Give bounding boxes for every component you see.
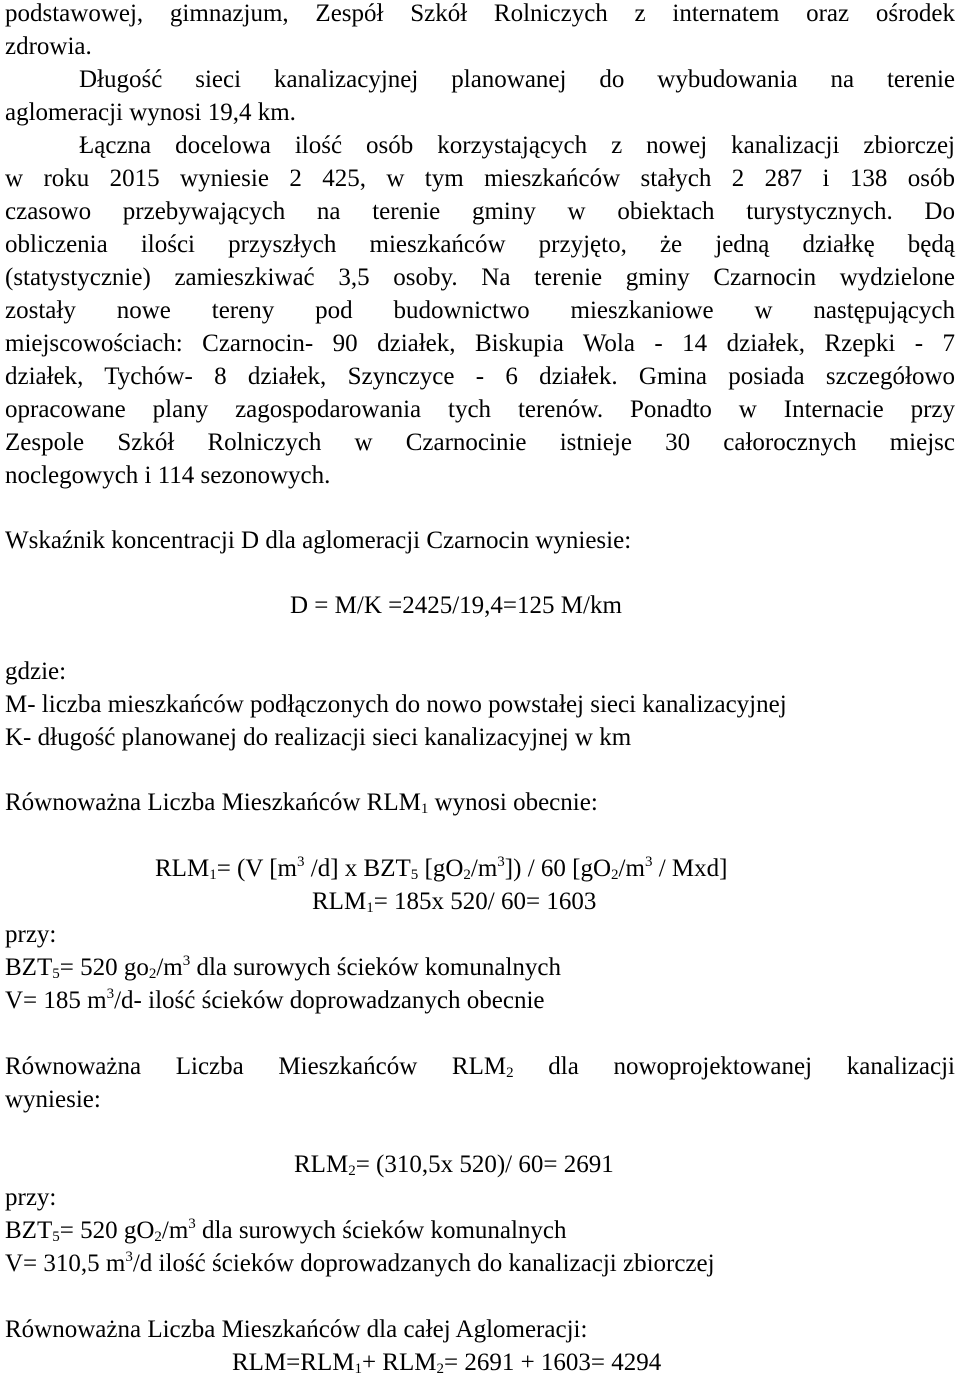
paragraph-line: Zespole Szkół Rolniczych w Czarnocinie istnieje 30 całorocznych miejsc: [5, 429, 955, 456]
bzt-definition: [5, 1214, 955, 1247]
text: / Mxd]: [652, 855, 728, 882]
paragraph-line: zostały nowe tereny pod budownictwo mieszkaniowe w następujących: [5, 297, 955, 324]
v-definition: [5, 984, 955, 1017]
subscript: 2: [463, 867, 471, 883]
subscript: 5: [52, 966, 60, 982]
paragraph-line: miejscowościach: Czarnocin- 90 działek, Biskupia Wola - 14 działek, Rzepki - 7: [5, 330, 955, 357]
text: V= 185 m: [5, 987, 107, 1014]
paragraph-line: w roku 2015 wyniesie 2 425, w tym mieszkańców stałych 2 287 i 138 osób: [5, 165, 955, 192]
paragraph-line: podstawowej, gimnazjum, Zespół Szkół Rolniczych z internatem oraz ośrodek: [5, 0, 955, 27]
text: [gO: [418, 855, 464, 882]
paragraph-line: działek, Tychów- 8 działek, Szynczyce - 6 działek. Gmina posiada szczegółowo: [5, 363, 955, 390]
text: wynosi obecnie:: [428, 789, 598, 816]
concentration-intro: Wskaźnik koncentracji D dla aglomeracji Czarnocin wyniesie:: [5, 527, 632, 554]
text: RLM: [312, 888, 367, 915]
rlm1-result: [312, 885, 912, 918]
rlm2-intro-cont: wyniesie:: [5, 1086, 101, 1113]
przy-label: przy:: [5, 1184, 57, 1211]
paragraph-line: opracowane plany zagospodarowania tych terenów. Ponadto w Internacie przy: [5, 396, 955, 423]
text: dla nowoprojektowanej kanalizacji: [513, 1053, 955, 1080]
text: ]) / 60 [gO: [504, 855, 612, 882]
text: /d- ilość ścieków doprowadzanych obecnie: [114, 987, 545, 1014]
superscript: 3: [644, 854, 653, 870]
text: Równoważna Liczba Mieszkańców RLM: [5, 1053, 507, 1080]
paragraph-line: aglomeracji wynosi 19,4 km.: [5, 99, 296, 126]
where-label: gdzie:: [5, 658, 67, 685]
text: /m: [470, 855, 498, 882]
subscript: 5: [52, 1229, 60, 1245]
text: = 185x 520/ 60= 1603: [373, 888, 597, 915]
superscript: 3: [106, 986, 115, 1002]
subscript: 5: [410, 867, 419, 883]
text: BZT: [5, 1217, 53, 1244]
superscript: 3: [297, 854, 305, 870]
rlm1-formula: [155, 852, 935, 885]
text: /d] x BZT: [304, 855, 411, 882]
text: = 520 go: [59, 954, 149, 981]
subscript: 2: [506, 1065, 514, 1081]
paragraph-line: czasowo przebywających na terenie gminy w obiektach turystycznych. Do: [5, 198, 955, 225]
text: /d ilość ścieków doprowadzanych do kanalizacji zbiorczej: [132, 1250, 715, 1277]
paragraph-line: obliczenia ilości przyszłych mieszkańców przyjęto, że jedną działkę będą: [5, 231, 955, 258]
text: + RLM: [361, 1349, 437, 1376]
text: BZT: [5, 954, 53, 981]
subscript: 2: [148, 966, 157, 982]
paragraph-line: zdrowia.: [5, 33, 92, 60]
text: Równoważna Liczba Mieszkańców RLM: [5, 789, 421, 816]
superscript: 3: [497, 854, 505, 870]
subscript: 2: [154, 1229, 162, 1245]
rlm1-intro: [5, 786, 955, 819]
subscript: 1: [420, 801, 429, 817]
concentration-formula: D = M/K =2425/19,4=125 M/km: [290, 592, 622, 619]
text: = (V [m: [216, 855, 297, 882]
total-formula: [232, 1346, 932, 1379]
text: /m: [161, 1217, 189, 1244]
subscript: 2: [611, 867, 619, 883]
text: RLM=RLM: [232, 1349, 355, 1376]
paragraph-line: Łączna docelowa ilość osób korzystających z nowej kanalizacji zbiorczej: [79, 132, 955, 159]
rlm2-formula: [294, 1148, 894, 1181]
text: RLM: [155, 855, 210, 882]
total-intro: Równoważna Liczba Mieszkańców dla całej Aglomeracji:: [5, 1316, 588, 1343]
text: dla surowych ścieków komunalnych: [190, 954, 561, 981]
subscript: 2: [348, 1163, 356, 1179]
subscript: 1: [209, 867, 217, 883]
subscript: 1: [354, 1361, 362, 1377]
paragraph-line: (statystycznie) zamieszkiwać 3,5 osoby. Na terenie gminy Czarnocin wydzielone: [5, 264, 955, 291]
subscript: 2: [436, 1361, 444, 1377]
m-definition: M- liczba mieszkańców podłączonych do nowo powstałej sieci kanalizacyjnej: [5, 691, 787, 718]
text: dla surowych ścieków komunalnych: [195, 1217, 567, 1244]
text: RLM: [294, 1151, 349, 1178]
paragraph-line: Długość sieci kanalizacyjnej planowanej do wybudowania na terenie: [79, 66, 955, 93]
superscript: 3: [125, 1249, 133, 1265]
paragraph-line: noclegowych i 114 sezonowych.: [5, 462, 331, 489]
v-definition: [5, 1247, 955, 1280]
superscript: 3: [182, 953, 191, 969]
text: V= 310,5 m: [5, 1250, 126, 1277]
text: /m: [618, 855, 645, 882]
przy-label: przy:: [5, 921, 57, 948]
bzt-definition: [5, 951, 955, 984]
superscript: 3: [188, 1216, 196, 1232]
text: = 520 gO: [59, 1217, 155, 1244]
text: = (310,5x 520)/ 60= 2691: [355, 1151, 614, 1178]
k-definition: K- długość planowanej do realizacji sieci kanalizacyjnej w km: [5, 724, 632, 751]
rlm2-intro: [5, 1050, 955, 1083]
subscript: 1: [366, 900, 374, 916]
text: /m: [156, 954, 183, 981]
text: = 2691 + 1603= 4294: [443, 1349, 662, 1376]
